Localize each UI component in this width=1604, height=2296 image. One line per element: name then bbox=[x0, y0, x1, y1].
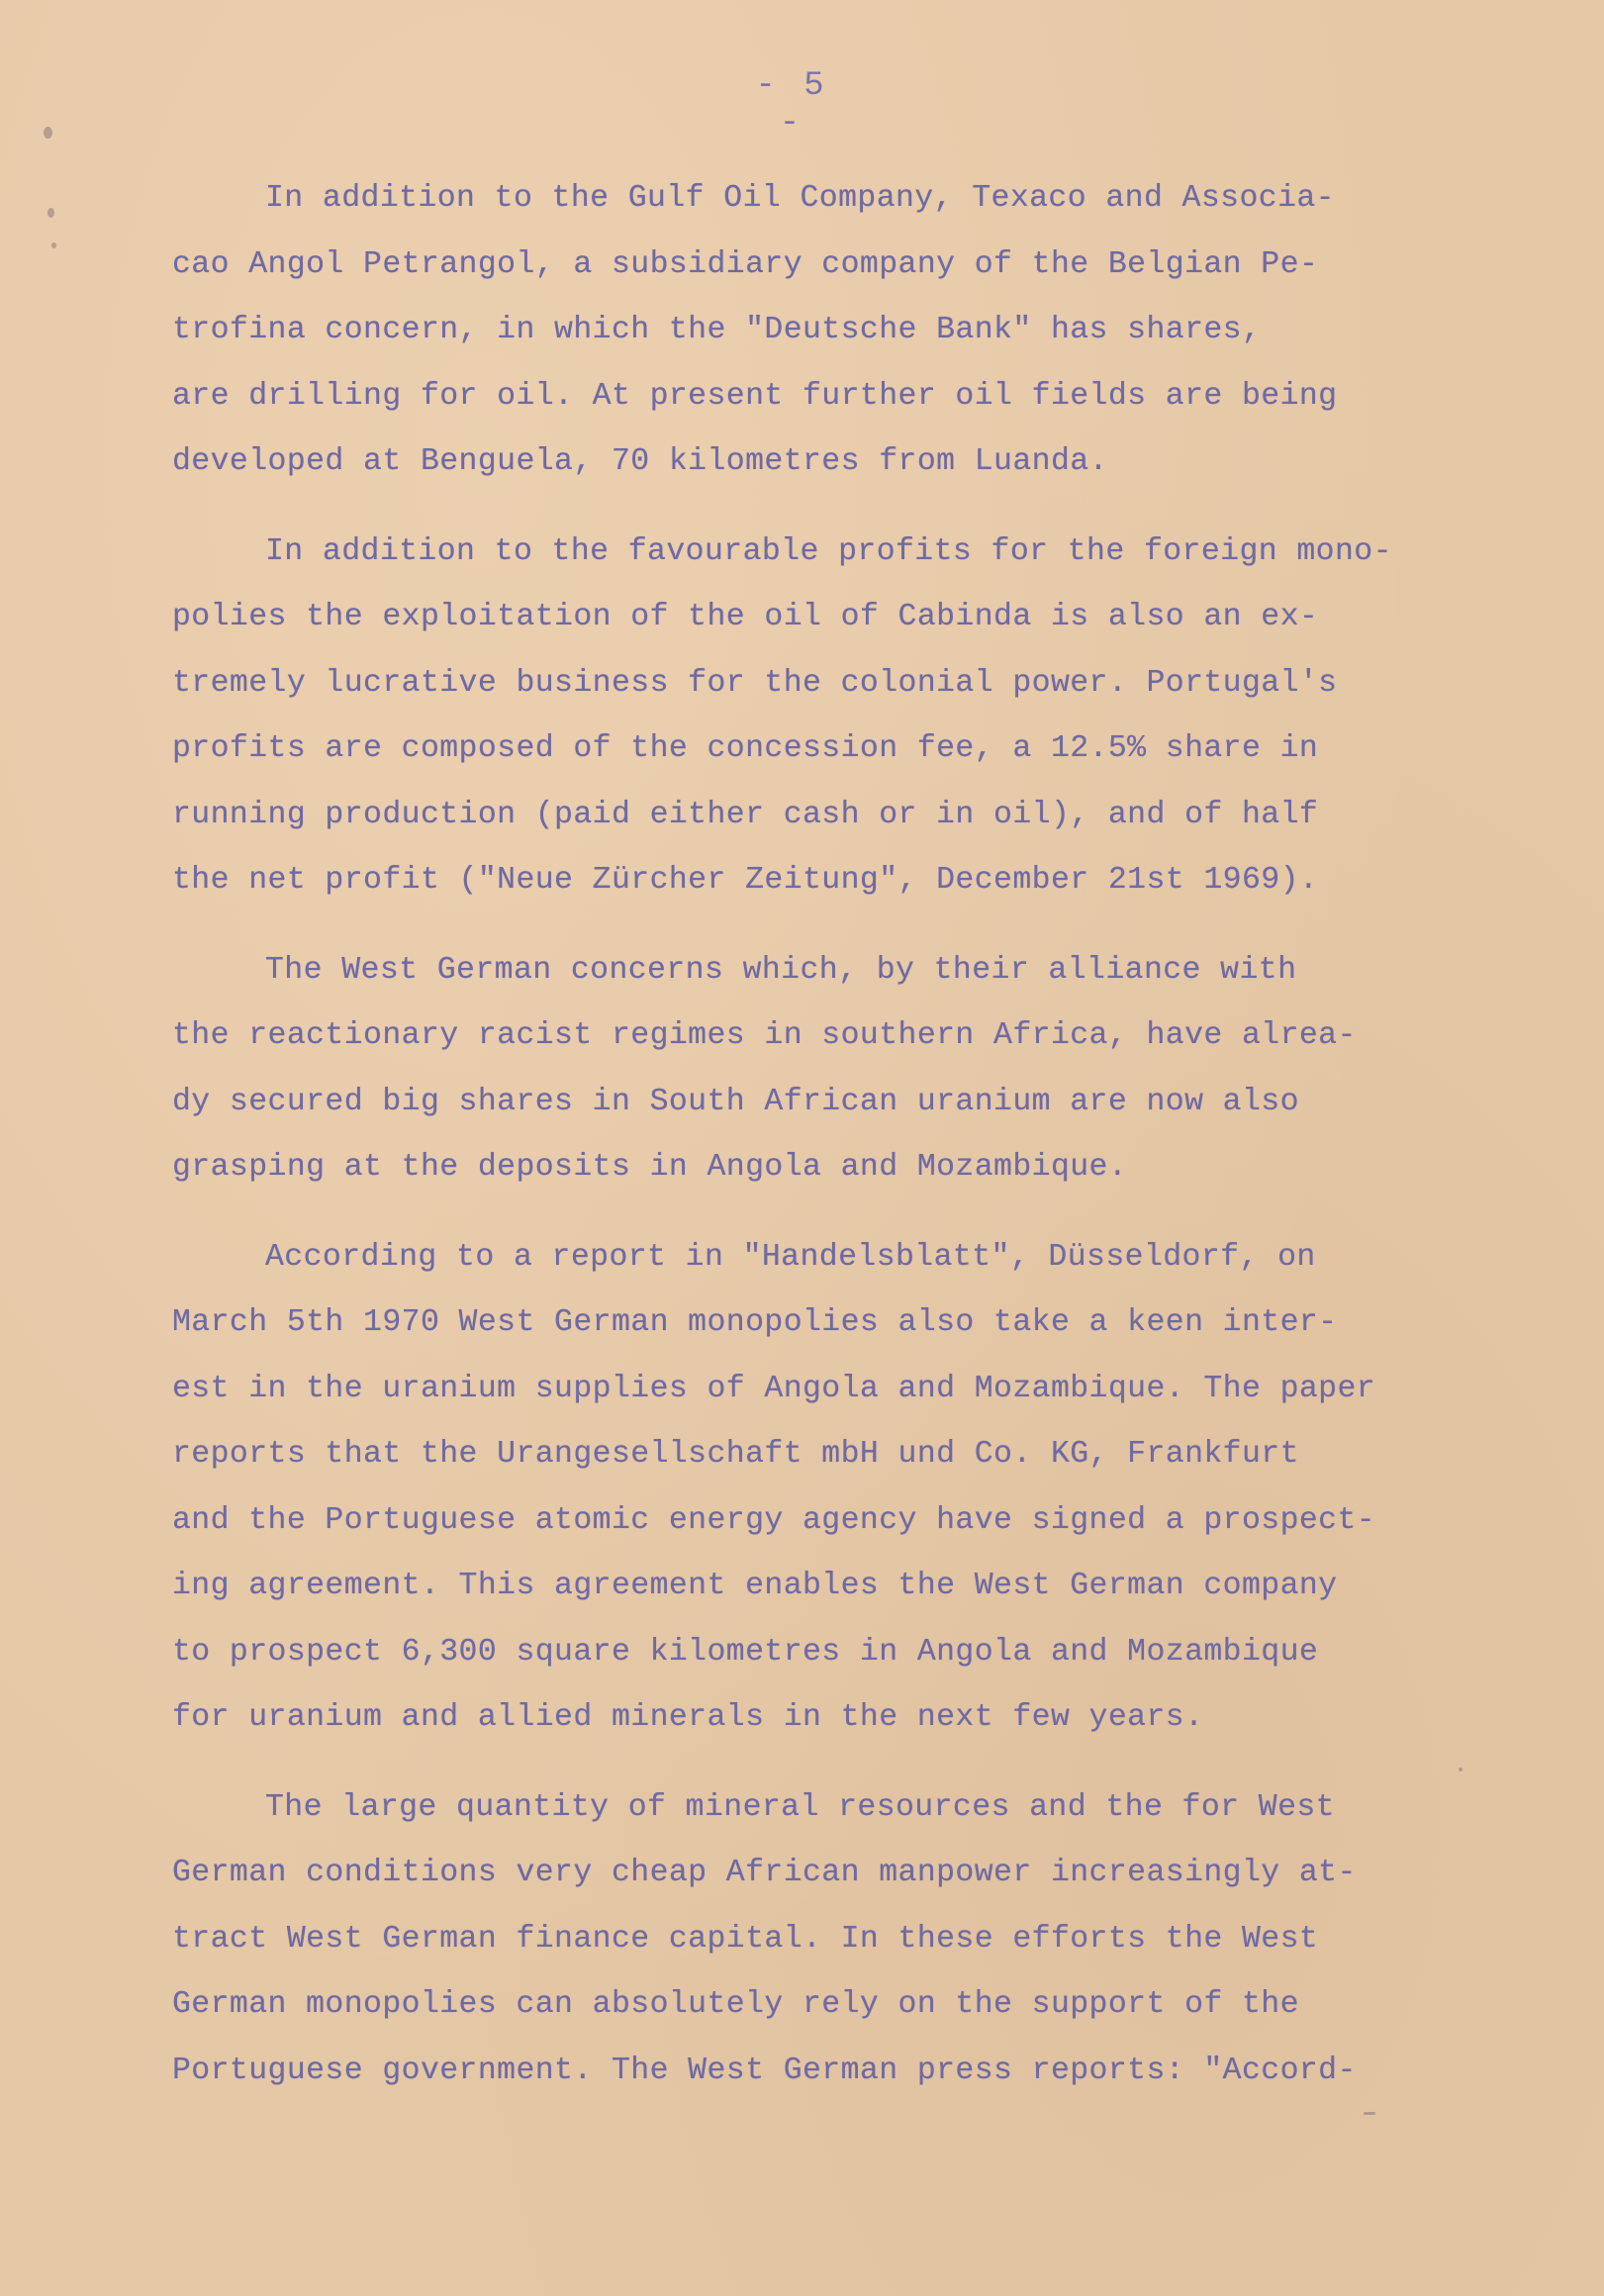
text-line: developed at Benguela, 70 kilometres from Luanda. bbox=[172, 444, 1108, 479]
page-number: - 5 - bbox=[755, 67, 828, 143]
text-line: for uranium and allied minerals in the next few years. bbox=[172, 1700, 1204, 1735]
text-line: profits are composed of the concession fee, a 12.5% share in bbox=[172, 731, 1319, 766]
text-line: Portuguese government. The West German press reports: "Accord- bbox=[172, 2053, 1357, 2088]
text-line: grasping at the deposits in Angola and Mozambique. bbox=[172, 1150, 1128, 1185]
text-line: reports that the Urangesellschaft mbH und Co. KG, Frankfurt bbox=[172, 1437, 1299, 1472]
body-text bbox=[172, 166, 1459, 2128]
paragraph-2 bbox=[172, 520, 1459, 914]
text-line: polies the exploitation of the oil of Cabinda is also an ex- bbox=[172, 600, 1319, 634]
text-line: In addition to the Gulf Oil Company, Texaco and Associa- bbox=[265, 181, 1335, 216]
text-line: In addition to the favourable profits for the foreign mono- bbox=[265, 533, 1392, 569]
text-line: German conditions very cheap African manpower increasingly at- bbox=[172, 1856, 1357, 1890]
text-line: The large quantity of mineral resources and the for West bbox=[265, 1789, 1335, 1825]
paper-speck bbox=[44, 127, 52, 139]
paragraph-3 bbox=[172, 938, 1459, 1201]
text-line: and the Portuguese atomic energy agency have signed a prospect- bbox=[172, 1502, 1376, 1538]
text-line: tract West German finance capital. In these efforts the West bbox=[172, 1921, 1319, 1957]
text-line: The West German concerns which, by their alliance with bbox=[265, 952, 1297, 988]
text-line: dy secured big shares in South African uranium are now also bbox=[172, 1084, 1299, 1119]
paragraph-5 bbox=[172, 1775, 1459, 2105]
paper-speck bbox=[47, 208, 54, 218]
text-line: cao Angol Petrangol, a subsidiary company of the Belgian Pe- bbox=[172, 246, 1319, 282]
text-line: ing agreement. This agreement enables the West German company bbox=[172, 1569, 1338, 1603]
paper-speck bbox=[51, 242, 56, 248]
text-line: March 5th 1970 West German monopolies also take a keen inter- bbox=[172, 1305, 1338, 1340]
text-line: running production (paid either cash or in oil), and of half bbox=[172, 797, 1319, 832]
text-line: est in the uranium supplies of Angola and Mozambique. The paper bbox=[172, 1371, 1376, 1406]
text-line: to prospect 6,300 square kilometres in Angola and Mozambique bbox=[172, 1634, 1319, 1670]
text-line: trofina concern, in which the "Deutsche Bank" has shares, bbox=[172, 313, 1262, 347]
paragraph-4 bbox=[172, 1225, 1459, 1752]
text-line: are drilling for oil. At present further oil fields are being bbox=[172, 378, 1338, 414]
text-line: the net profit ("Neue Zürcher Zeitung", December 21st 1969). bbox=[172, 863, 1319, 898]
paper-speck bbox=[1459, 1768, 1462, 1771]
text-line: tremely lucrative business for the colonial power. Portugal's bbox=[172, 665, 1338, 701]
text-line: German monopolies can absolutely rely on the support of the bbox=[172, 1987, 1299, 2022]
paragraph-1 bbox=[172, 166, 1459, 496]
text-line: the reactionary racist regimes in southern Africa, have alrea- bbox=[172, 1018, 1357, 1053]
text-line: According to a report in "Handelsblatt", Düsseldorf, on bbox=[265, 1239, 1316, 1275]
